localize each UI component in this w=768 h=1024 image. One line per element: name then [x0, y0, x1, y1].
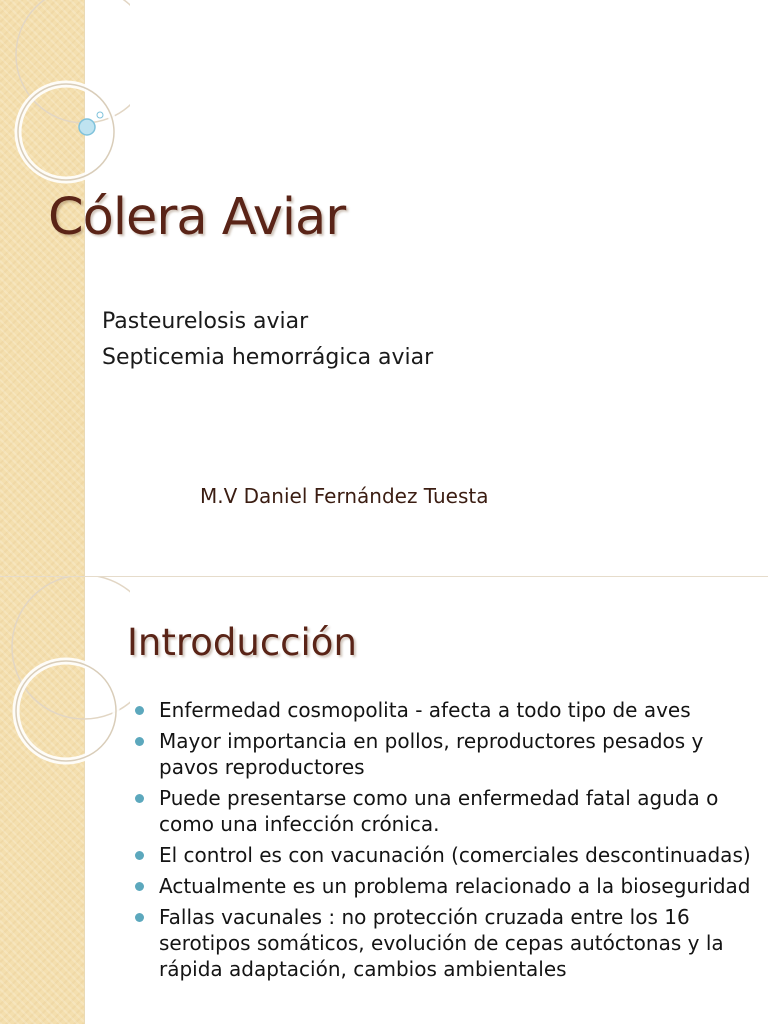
bullet-dot-icon [135, 794, 144, 803]
list-item-text: Mayor importancia en pollos, reproductores pesados y pavos reproductores [159, 729, 704, 779]
list-item [132, 697, 752, 723]
list-item-text: Enfermedad cosmopolita - afecta a todo tipo de aves [159, 698, 691, 722]
list-item-text: El control es con vacunación (comerciales descontinuadas) [159, 843, 751, 867]
list-item [132, 904, 752, 982]
list-item [132, 873, 752, 899]
bullet-dot-icon [135, 737, 144, 746]
bubble-icon [79, 119, 95, 135]
bullet-dot-icon [135, 706, 144, 715]
slide-title: Cólera Aviar [48, 188, 346, 247]
bullet-dot-icon [135, 913, 144, 922]
list-item [132, 842, 752, 868]
list-item-text: Actualmente es un problema relacionado a la bioseguridad [159, 874, 751, 898]
decorative-circles [0, 0, 130, 200]
slide-heading: Introducción [127, 621, 357, 664]
list-item-text: Puede presentarse como una enfermedad fatal aguda o como una infección crónica. [159, 786, 719, 836]
subtitle-line: Pasteurelosis aviar [102, 309, 309, 334]
author-name: M.V Daniel Fernández Tuesta [200, 484, 489, 508]
bullet-list [132, 697, 752, 987]
list-item-text: Fallas vacunales : no protección cruzada entre los 16 serotipos somáticos, evolución de cepas autóctonas y la rápida adaptación, cambios ambientales [159, 905, 724, 981]
list-item [132, 785, 752, 837]
bullet-dot-icon [135, 882, 144, 891]
decorative-circles [0, 577, 130, 797]
bullet-dot-icon [135, 851, 144, 860]
content-slide [0, 577, 768, 1024]
list-item [132, 728, 752, 780]
subtitle-line: Septicemia hemorrágica aviar [102, 345, 434, 370]
slide-subtitle [102, 304, 433, 376]
